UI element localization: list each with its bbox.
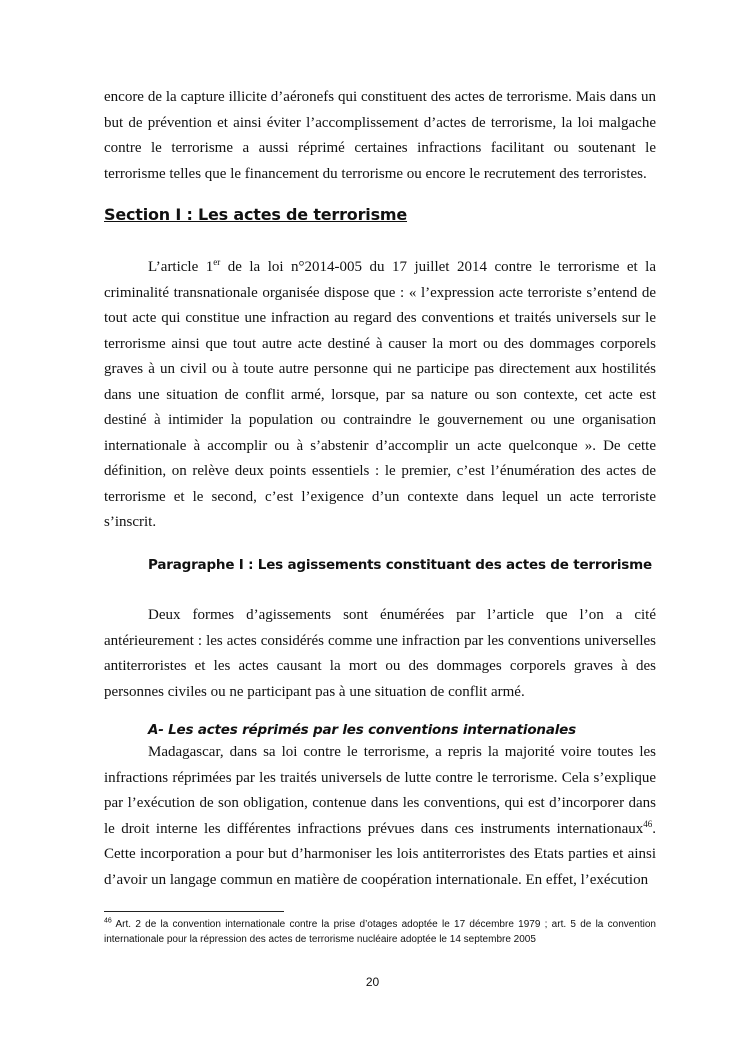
section-text-start: L’article 1 [148, 259, 214, 275]
footnote-divider [104, 911, 284, 912]
footnote-reference: 46 [643, 818, 653, 829]
footnote-text: Art. 2 de la convention internationale contre la prise d’otages adoptée le 17 décembre 1979 ; art. 5 de la convention internationale pour la répression des actes de terrorisme nucléaire adoptée le 14 septembre 2005 [104, 919, 656, 945]
paragraph-text: Deux formes d’agissements sont énumérées par l’article que l’on a cité antérieurement : les actes considérés comme une infraction par les conventions universelles antiterroristes et les actes causant la mort ou des dommages corporels graves à des personnes civiles ou ne participant pas à une situation de conflit armé. [104, 607, 656, 700]
subsection-title: A- Les actes réprimés par les conventions internationales [148, 722, 576, 738]
intro-paragraph [104, 85, 656, 187]
paragraph-body [104, 603, 656, 705]
intro-text: encore de la capture illicite d’aéronefs qui constituent des actes de terrorisme. Mais dans un but de prévention et ainsi éviter l’accomplissement d’actes de terrorisme, la loi malgache contre le terrorisme a aussi réprimé certaines infractions facilitant ou soutenant le terrorisme telles que le financement du terrorisme ou encore le recrutement des terroristes. [104, 89, 656, 182]
page-number: 20 [365, 975, 380, 989]
subsection-paragraph [104, 740, 656, 893]
section-title: Section I : Les actes de terrorisme [104, 205, 408, 224]
footnote [104, 918, 656, 947]
paragraph-title: Paragraphe I : Les agissements constituant des actes de terrorisme [148, 557, 652, 573]
footnote-number: 46 [104, 917, 112, 925]
section-paragraph [104, 255, 656, 536]
subsection-text-part1: Madagascar, dans sa loi contre le terrorisme, a repris la majorité voire toutes les infractions réprimées par les traités universels de lutte contre le terrorisme. Cela s’explique par l’exécution de son obligation, contenue dans les conventions, qui est d’incorporer dans le droit interne les différentes infractions prévues dans ces instruments internationaux [104, 744, 656, 837]
ordinal-superscript: er [213, 257, 221, 267]
subsection-text-part2: . Cette incorporation a pour but d’harmoniser les lois antiterroristes des Etats parties et ainsi d’avoir un langage commun en matière de coopération internationale. En effet, l’exécution [104, 820, 656, 888]
section-text-rest: de la loi n°2014-005 du 17 juillet 2014 contre le terrorisme et la criminalité transnationale organisée dispose que : « l’expression acte terroriste s’entend de tout acte qui constitue une infraction au regard des conventions et traités universels sur le terrorisme ainsi que tout autre acte destiné à causer la mort ou des dommages corporels graves à un civil ou à toute autre personne qui ne participe pas directement aux hostilités dans une situation de conflit armé, lorsque, par sa nature ou son contexte, cet acte est destiné à intimider la population ou contraindre le gouvernement ou une organisation internationale à accomplir ou à s’abstenir d’accomplir un acte quelconque ». De cette définition, on relève deux points essentiels : le premier, c’est l’énumération des actes de terrorisme et le second, c’est l’exigence d’un contexte dans lequel un acte terroriste s’inscrit. [104, 259, 656, 530]
